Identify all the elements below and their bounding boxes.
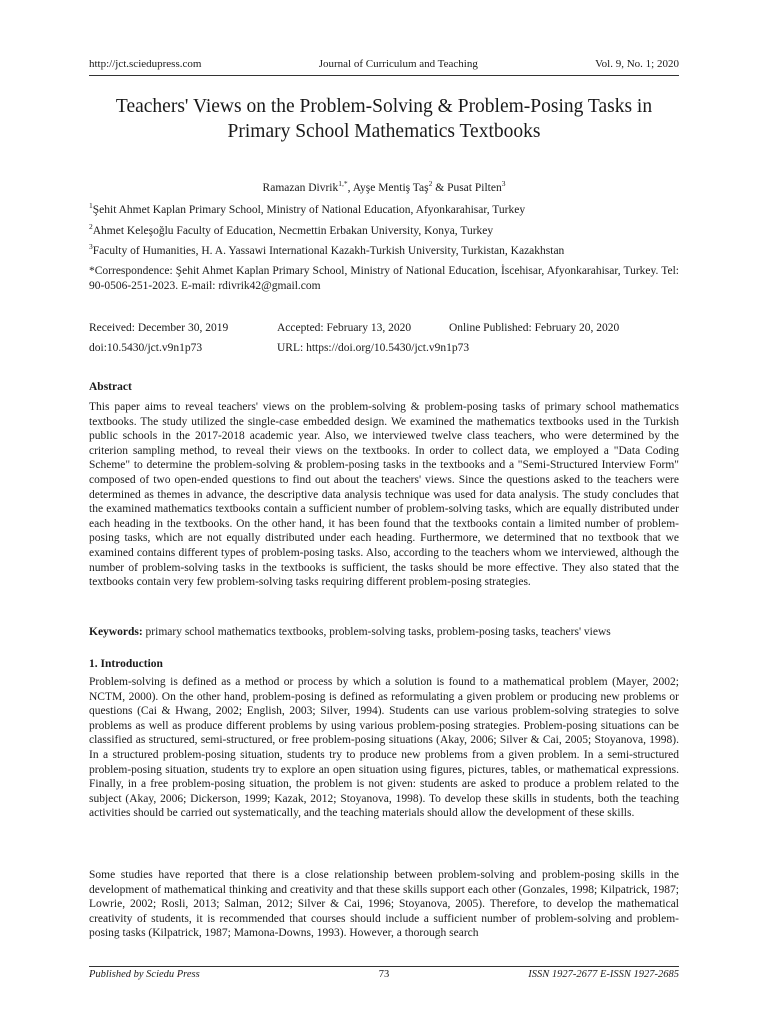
author-name: Ramazan Divrik [262, 181, 339, 194]
affiliation [89, 240, 679, 258]
doi-url-link[interactable]: URL: https://doi.org/10.5430/jct.v9n1p73 [277, 342, 470, 354]
author-affiliation-mark: 2 [428, 179, 433, 188]
affiliation-text: Ahmet Keleşoğlu Faculty of Education, Necmettin Erbakan University, Konya, Turkey [92, 224, 494, 237]
affiliation-text: Şehit Ahmet Kaplan Primary School, Ministry of National Education, Afyonkarahisar, Turkey [92, 203, 526, 216]
author-affiliation-mark: 3 [501, 179, 506, 188]
introduction-paragraph-2: Some studies have reported that there is a close relationship between problem-solving and problem-posing skills in the development of mathematical thinking and creativity and that these skills support each other (Gonzales, 1998; Kilpatrick, 1987; Lowrie, 2002; Rosli, 2013; Salman, 2012; Silver & Cai, 1996; Stoyanova, 2005). Therefore, to develop the mathematical creativity of students, it is recommended that courses should include a sufficient number of problem-solving and problem-posing tasks (Kilpatrick, 1987; Mamona-Downs, 1993). However, a thorough search [89, 869, 679, 940]
author-name: Ayşe Mentiş Taş [352, 181, 429, 194]
introduction-paragraph-1: Problem-solving is defined as a method or process by which a solution is found to a mathematical problem (Mayer, 2002; NCTM, 2000). On the other hand, problem-posing is defined as reformulating a given problem or producing new problems or questions (Cai & Hwang, 2002; English, 2003; Silver, 1994). Students can use various problem-solving strategies to solve problems as well as produce different problems by using various problem-posing strategies. Problem-posing situations can be classified as structured, semi-structured, or free problem-posing situations (Akay, 2006; Silver & Cai, 2005; Stoyanova, 1998). In a structured problem-posing situation, students try to produce new problems from a given problem. In a semi-structured problem-posing situation, students try to explore an open situation using figures, pictures, tables, or mathematical expressions. Finally, in a free problem-posing situation, the problem is not given: students are asked to produce a problem related to the subject (Akay, 2006; Dickerson, 1999; Kazak, 2012; Stoyanova, 1998). To develop these skills in students, both the teaching activities should be carried out systematically, and the teaching materials should allow the development of these skills. [89, 676, 679, 820]
abstract-text: This paper aims to reveal teachers' views on the problem-solving & problem-posing tasks of primary school mathematics textbooks. The study utilized the single-case embedded design. We examined the mathematics textbooks used in the Turkish public schools in the 2017-2018 academic year. Also, we interviewed twelve class teachers, who were determined by the criterion sampling method, to reveal their views on the textbooks. In order to collect data, we employed a "Data Coding Scheme" to determine the problem-solving & problem-posing tasks in the textbooks and a "Semi-Structured Interview Form" composed of two open-ended questions to find out about the teachers' views. Since the questions asked to the teachers were determined as themes in advance, the descriptive data analysis technique was used for data analysis. The study concludes that the examined mathematics textbooks contain a sufficient number of problem-solving tasks, which are equally distributed under each heading in the textbooks. On the other hand, it has been found that the textbooks contain a limited number of problem-posing tasks, which are not equally distributed under each heading. Furthermore, we determined that no textbook that we examined contains different types of problem-posing tasks. Also, according to the teachers whom we interviewed, although the number of problem-solving tasks in the textbooks is sufficient, the tasks should be more effective. They also stated that the textbooks contain very few problem-solving tasks requiring different problem-posing strategies. [89, 401, 679, 589]
published-date: Online Published: February 20, 2020 [449, 322, 620, 334]
publisher: Published by Sciedu Press [89, 969, 200, 980]
volume-info: Vol. 9, No. 1; 2020 [595, 58, 679, 70]
keywords-label: Keywords: [89, 626, 143, 638]
author-separator: & [432, 181, 448, 194]
accepted-date: Accepted: February 13, 2020 [277, 322, 412, 334]
affiliation-number: 2 [89, 222, 93, 231]
publication-dates [89, 318, 679, 358]
correspondence: *Correspondence: Şehit Ahmet Kaplan Primary School, Ministry of National Education, İscehisar, Afyonkarahisar, Turkey. Tel: 90-0506-251-2023. E-mail: rdivrik42@gmail.com [89, 265, 679, 292]
issn: ISSN 1927-2677 E-ISSN 1927-2685 [528, 969, 679, 980]
author-list [89, 177, 679, 195]
affiliation [89, 220, 679, 238]
doi: doi:10.5430/jct.v9n1p73 [89, 342, 203, 354]
journal-url-link[interactable]: http://jct.sciedupress.com [89, 58, 202, 70]
affiliation-number: 3 [89, 242, 93, 251]
keywords [89, 625, 679, 639]
author-separator: , [347, 181, 353, 194]
title-line-2: Primary School Mathematics Textbooks [227, 121, 541, 142]
paper-title [89, 94, 679, 144]
author-name: Pusat Pilten [447, 181, 502, 194]
keywords-text: primary school mathematics textbooks, problem-solving tasks, problem-posing tasks, teachers' views [142, 626, 611, 638]
title-line-1: Teachers' Views on the Problem-Solving & Problem-Posing Tasks in [115, 96, 653, 117]
received-date: Received: December 30, 2019 [89, 322, 229, 334]
running-header [89, 58, 679, 76]
introduction-heading: 1. Introduction [89, 658, 163, 670]
abstract-heading: Abstract [89, 381, 132, 393]
journal-name: Journal of Curriculum and Teaching [318, 58, 478, 70]
author-affiliation-mark: 1,* [338, 179, 348, 188]
affiliation-number: 1 [89, 201, 93, 210]
affiliation [89, 199, 679, 217]
page-footer [89, 966, 679, 985]
page-number: 73 [378, 969, 390, 980]
affiliation-text: Faculty of Humanities, H. A. Yassawi International Kazakh-Turkish University, Turkistan, Kazakhstan [92, 244, 565, 257]
